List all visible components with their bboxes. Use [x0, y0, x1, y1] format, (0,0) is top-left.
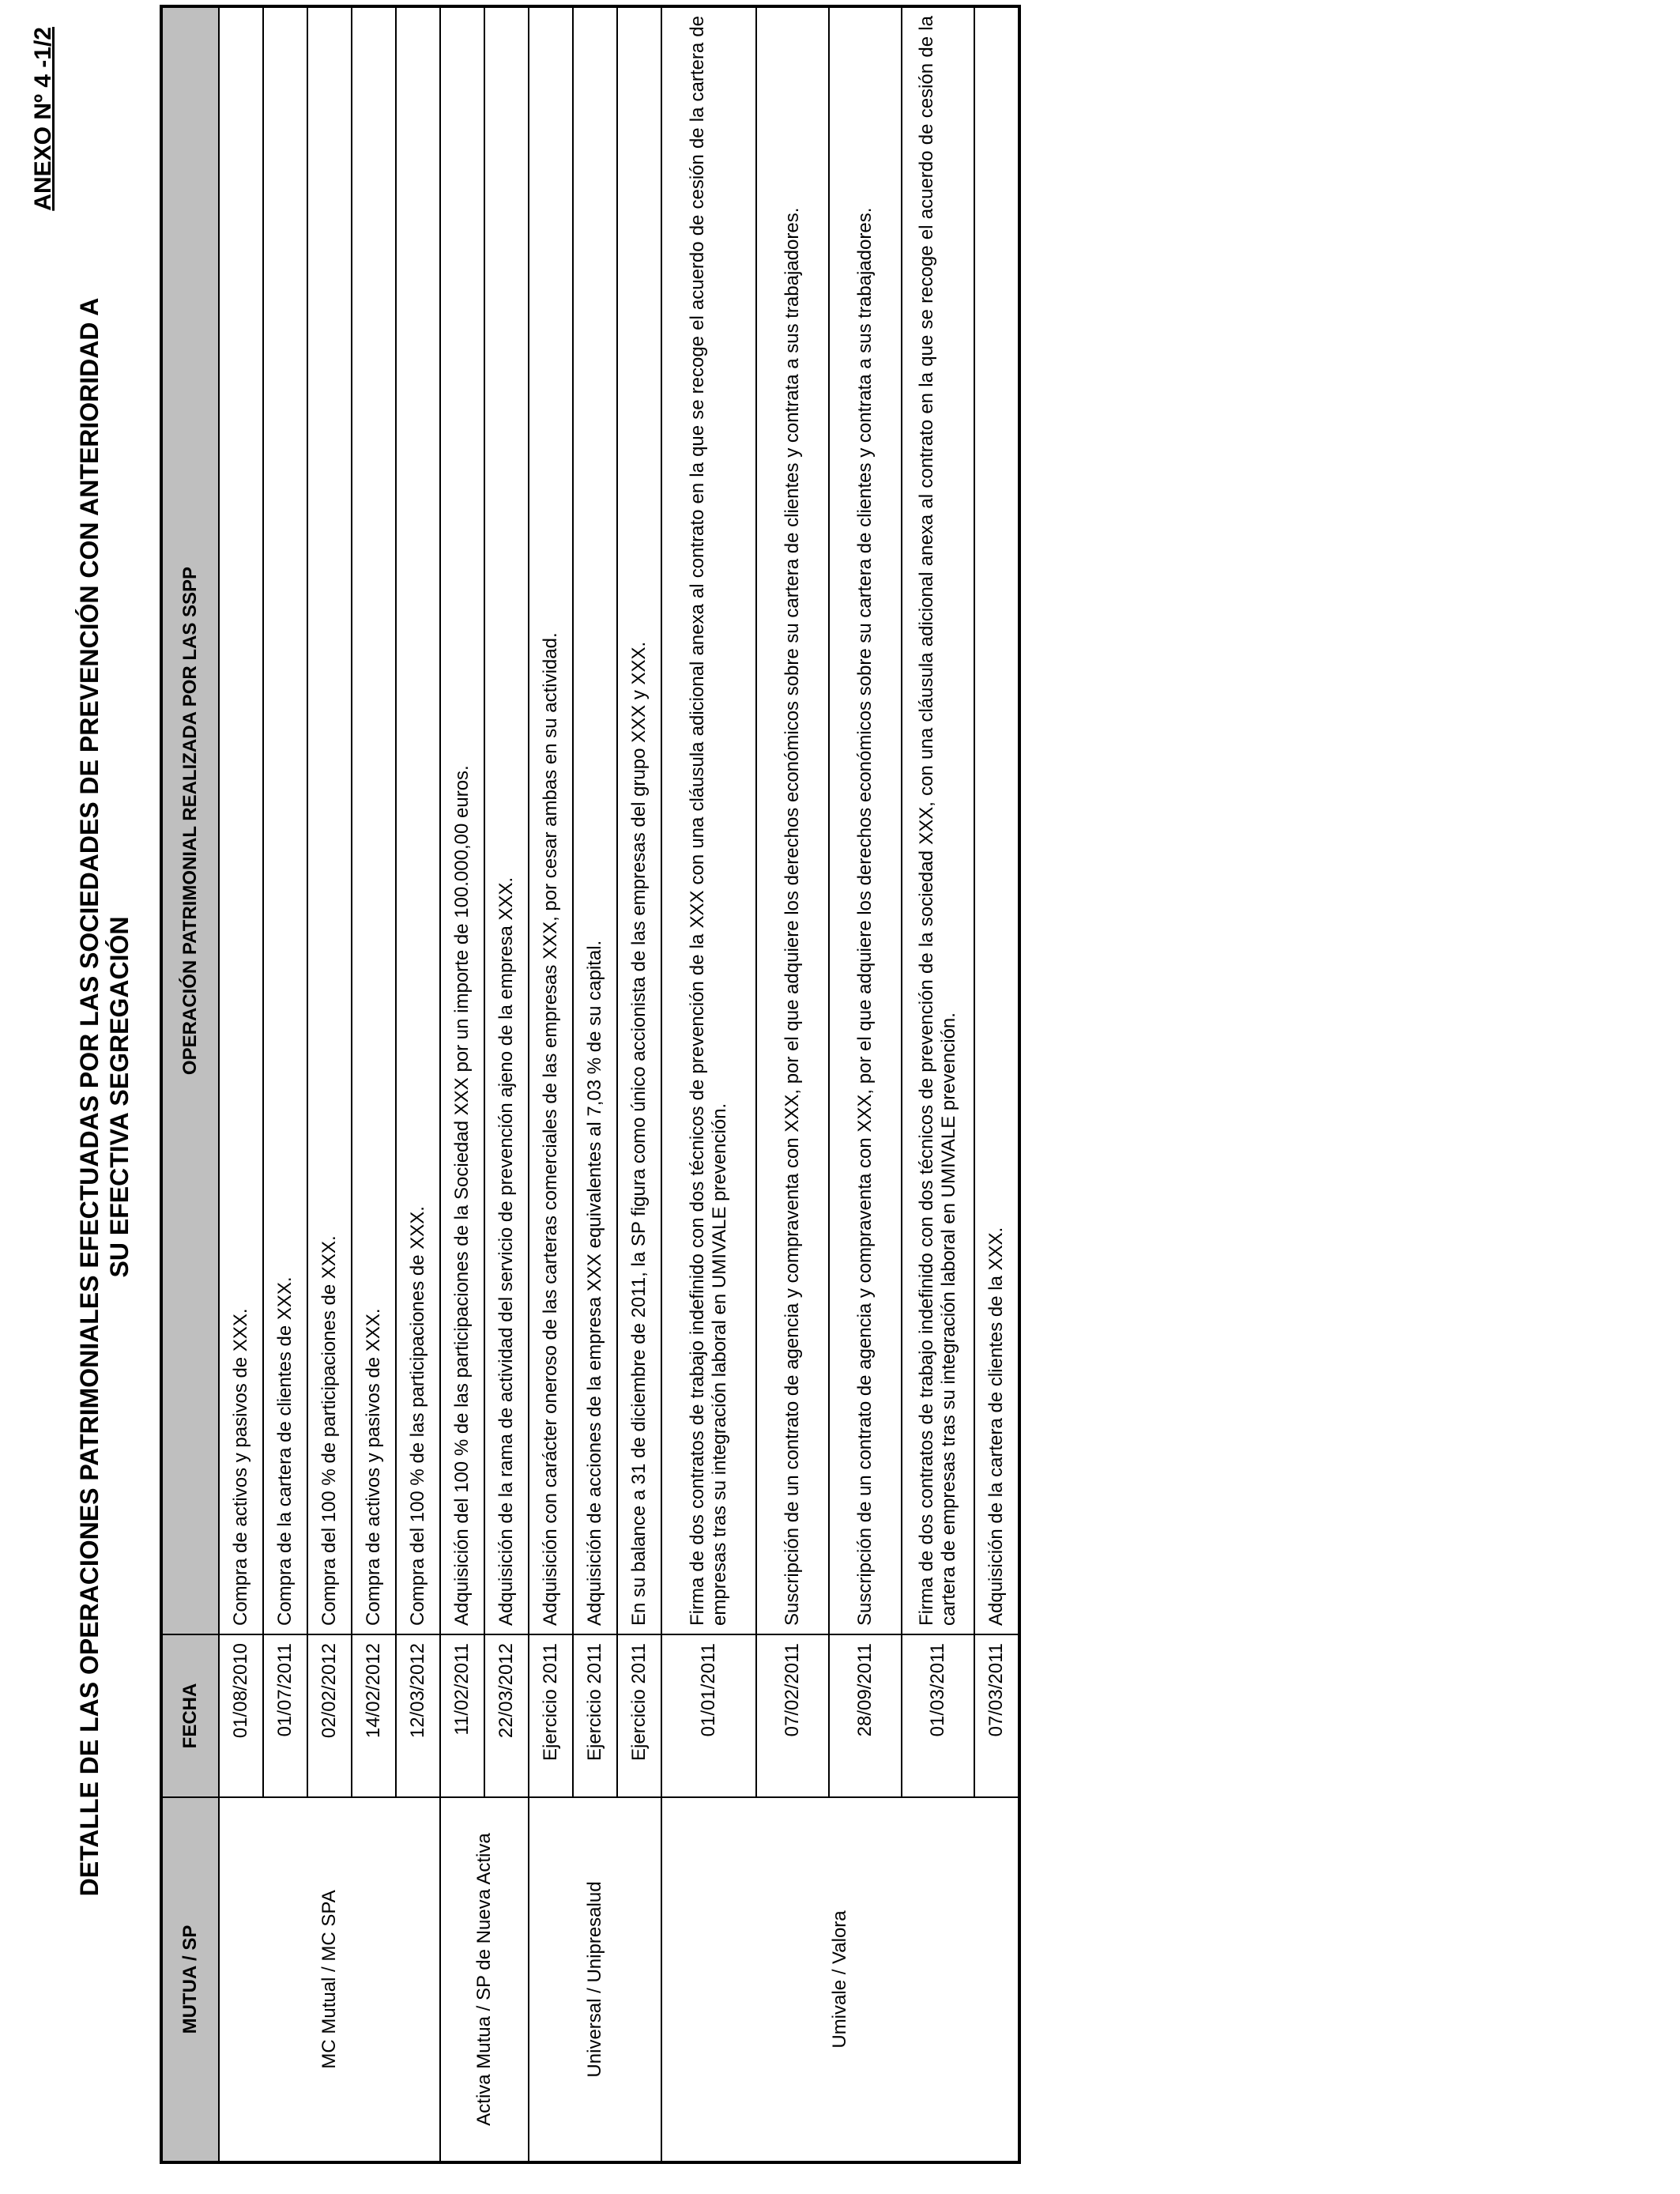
- fecha-cell: 12/03/2012: [396, 1634, 440, 1797]
- header-operacion: OPERACIÓN PATRIMONIAL REALIZADA POR LAS SSPP: [161, 6, 219, 1634]
- fecha-cell: 01/08/2010: [219, 1634, 263, 1797]
- mutua-cell: Activa Mutua / SP de Nueva Activa: [440, 1797, 529, 2162]
- fecha-cell: 28/09/2011: [829, 1634, 902, 1797]
- mutua-cell: MC Mutual / MC SPA: [219, 1797, 440, 2162]
- fecha-cell: 07/03/2011: [974, 1634, 1019, 1797]
- title-line-1: DETALLE DE LAS OPERACIONES PATRIMONIALES EFECTUADAS POR LAS SOCIEDADES DE PREVENCIÓN CON ANTERIORIDAD A: [75, 297, 104, 1897]
- fecha-cell: 01/01/2011: [661, 1634, 756, 1797]
- fecha-cell: Ejercicio 2011: [617, 1634, 661, 1797]
- operacion-cell: Adquisición de la cartera de clientes de la XXX.: [974, 6, 1019, 1634]
- operacion-cell: Compra del 100 % de participaciones de XXX.: [307, 6, 352, 1634]
- fecha-cell: 02/02/2012: [307, 1634, 352, 1797]
- table-row: [440, 6, 484, 2162]
- operacion-cell: Adquisición con carácter oneroso de las carteras comerciales de las empresas XXX, por cesar ambas en su actividad.: [529, 6, 573, 1634]
- operacion-cell: Firma de dos contratos de trabajo indefinido con dos técnicos de prevención de la XXX con una cláusula adicional anexa al contrato en la que se recoge el acuerdo de cesión de la cartera de empresas tras su integración laboral en UMIVALE prevención.: [661, 6, 756, 1634]
- operacion-cell: Compra de activos y pasivos de XXX.: [219, 6, 263, 1634]
- fecha-cell: 11/02/2011: [440, 1634, 484, 1797]
- table-row: [661, 6, 756, 2162]
- mutua-cell: Umivale / Valora: [661, 1797, 1019, 2162]
- operacion-cell: Adquisición del 100 % de las participaciones de la Sociedad XXX por un importe de 100.000,00 euros.: [440, 6, 484, 1634]
- operations-table: [160, 5, 1021, 2164]
- fecha-cell: 22/03/2012: [484, 1634, 529, 1797]
- header-fecha: FECHA: [161, 1634, 219, 1797]
- table-row: [529, 6, 573, 2162]
- operacion-cell: Compra del 100 % de las participaciones de XXX.: [396, 6, 440, 1634]
- table-row: [219, 6, 263, 2162]
- operacion-cell: Adquisición de la rama de actividad del servicio de prevención ajeno de la empresa XXX.: [484, 6, 529, 1634]
- page-title: [74, 0, 134, 2194]
- mutua-cell: Universal / Unipresalud: [529, 1797, 661, 2162]
- fecha-cell: Ejercicio 2011: [573, 1634, 617, 1797]
- operacion-cell: Compra de la cartera de clientes de XXX.: [263, 6, 307, 1634]
- operacion-cell: Adquisición de acciones de la empresa XXX equivalentes al 7,03 % de su capital.: [573, 6, 617, 1634]
- annex-label: ANEXO Nº 4 -1/2: [30, 27, 56, 211]
- operacion-cell: Suscripción de un contrato de agencia y compraventa con XXX, por el que adquiere los derechos económicos sobre su cartera de clientes y contrata a sus trabajadores.: [829, 6, 902, 1634]
- fecha-cell: Ejercicio 2011: [529, 1634, 573, 1797]
- fecha-cell: 01/03/2011: [902, 1634, 974, 1797]
- fecha-cell: 07/02/2011: [756, 1634, 829, 1797]
- operacion-cell: Compra de activos y pasivos de XXX.: [352, 6, 396, 1634]
- fecha-cell: 14/02/2012: [352, 1634, 396, 1797]
- header-mutua: MUTUA / SP: [161, 1797, 219, 2162]
- title-line-2: SU EFECTIVA SEGREGACIÓN: [105, 916, 134, 1278]
- operacion-cell: Suscripción de un contrato de agencia y compraventa con XXX, por el que adquiere los derechos económicos sobre su cartera de clientes y contrata a sus trabajadores.: [756, 6, 829, 1634]
- operacion-cell: Firma de dos contratos de trabajo indefinido con dos técnicos de prevención de la sociedad XXX, con una cláusula adicional anexa al contrato en la que se recoge el acuerdo de cesión de la cartera de empresas tras su integración laboral en UMIVALE prevención.: [902, 6, 974, 1634]
- operacion-cell: En su balance a 31 de diciembre de 2011, la SP figura como único accionista de las empresas del grupo XXX y XXX.: [617, 6, 661, 1634]
- table-header-row: [161, 6, 219, 2162]
- fecha-cell: 01/07/2011: [263, 1634, 307, 1797]
